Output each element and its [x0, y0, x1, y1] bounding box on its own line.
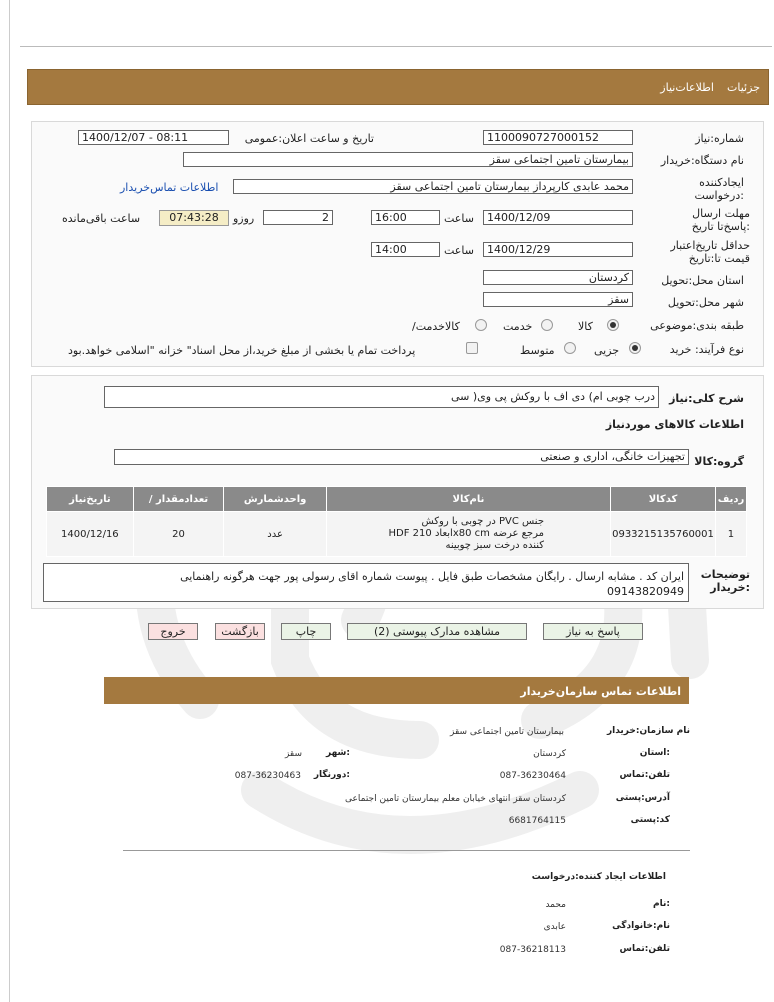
family-label: نام:خانوادگی	[612, 921, 670, 931]
announce-label: تاریخ و ساعت اعلان:عمومی	[244, 132, 374, 145]
buyer-field: بیمارستان تامین اجتماعی سقز	[183, 152, 633, 167]
deadline-time-field: 16:00	[371, 210, 440, 225]
fax-value: 087-36230463	[234, 771, 301, 781]
goods-info-title: اطلاعات کالاهای موردنیاز	[605, 418, 744, 431]
province-contact-label: استان:	[639, 748, 670, 758]
validity-time-label: ساعت	[444, 244, 474, 257]
col-name: نام‌کالا	[326, 487, 610, 512]
process-partial-label: جزیی	[594, 344, 620, 357]
city-contact-label: شهر:	[326, 748, 350, 758]
category-goods-label: کالا	[578, 320, 593, 333]
tab-need-info[interactable]: اطلاعات‌نیاز	[660, 81, 714, 94]
postal-label: کد:پستی	[630, 815, 670, 825]
goods-table	[46, 486, 747, 557]
city-field: سقز	[483, 292, 633, 307]
tab-details[interactable]: جزئیات	[727, 81, 760, 94]
remaining-label: ساعت باقی‌مانده	[62, 212, 141, 225]
col-unit: واحدشمارش	[224, 487, 327, 512]
address-label: آدرس:پستی	[615, 793, 670, 803]
phone-label: تلفن:تماس	[619, 770, 670, 780]
col-qty: / تعدادمقدار	[133, 487, 224, 512]
notes-line-2: 09143820949	[607, 585, 684, 598]
name-line-3: کننده درخت سبز چوبینه	[445, 540, 544, 551]
contact-title: اطلاعات تماس سازمان‌خریدار	[520, 685, 681, 698]
cell-name	[326, 512, 610, 557]
category-both-radio[interactable]	[475, 319, 487, 331]
category-goods-radio[interactable]	[607, 319, 619, 331]
phone-value: 087-36230464	[499, 771, 566, 781]
buyer-contact-link[interactable]: اطلاعات تماس‌خریدار	[120, 181, 219, 194]
org-label: نام سازمان:خریدار	[606, 726, 690, 736]
notes-label: توضیحات :خریدار	[700, 568, 750, 594]
summary-label: شرح کلی:نیاز	[669, 392, 744, 405]
category-service-label: خدمت	[503, 320, 533, 333]
deadline-label: مهلت ارسال :پاسخ‌تا تاریخ	[691, 207, 750, 233]
validity-time-field: 14:00	[371, 242, 440, 257]
name-line-2: HDF ابعاد 210x80 cm مرجع عرضه	[388, 528, 544, 539]
announce-field: 1400/12/07 - 08:11	[78, 130, 229, 145]
notes-box	[43, 563, 689, 602]
category-label: طبقه بندی:موضوعی	[650, 319, 744, 332]
days-label: روزو	[233, 212, 255, 225]
city-contact-value: سقز	[284, 749, 302, 759]
name-line-1: در چوبی با روکش PVC جنس	[421, 516, 544, 527]
left-border-line	[9, 0, 10, 1002]
name-value: محمد	[545, 900, 566, 910]
col-code: کدکالا	[611, 487, 716, 512]
name-label: نام:	[653, 899, 670, 909]
group-label: گروه:کالا	[694, 455, 744, 468]
process-label: نوع فرآیند: خرید	[669, 343, 744, 356]
creator-field: محمد عابدی کارپرداز بیمارستان تامین اجتماعی سقز	[233, 179, 633, 194]
deadline-time-label: ساعت	[444, 212, 474, 225]
validity-date-field: 1400/12/29	[483, 242, 633, 257]
need-number-label: شماره:نیاز	[695, 132, 744, 145]
province-label: استان محل:تحویل	[661, 274, 744, 287]
treasury-text: پرداخت تمام یا بخشی از مبلغ خرید،از محل اسناد" خزانه "اسلامی خواهد.بود	[68, 344, 416, 357]
org-value: بیمارستان تامین اجتماعی سقز	[450, 727, 564, 737]
cell-code: 0933215135760001	[611, 512, 716, 557]
print-button[interactable]: چاپ	[281, 623, 331, 640]
validity-label: حداقل تاریخ‌اعتبار قیمت تا:تاریخ	[670, 239, 750, 265]
buyer-label: نام دستگاه:خریدار	[660, 154, 744, 167]
category-both-label: /کالاخدمت	[412, 320, 460, 333]
process-partial-radio[interactable]	[629, 342, 641, 354]
process-medium-label: متوسط	[520, 344, 555, 357]
postal-value: 6681764115	[508, 816, 566, 826]
page-header	[27, 69, 769, 105]
creator-phone-value: 087-36218113	[499, 945, 566, 955]
table-row	[47, 512, 747, 557]
province-field: کردستان	[483, 270, 633, 285]
cell-unit: عدد	[224, 512, 327, 557]
creator-label: ایجادکننده درخواست:	[694, 176, 744, 202]
category-service-radio[interactable]	[541, 319, 553, 331]
col-row: ردیف	[715, 487, 746, 512]
summary-field: درب چوبی ام) دی اف با روکش پی وی( سی	[104, 386, 659, 408]
cell-qty: 20	[133, 512, 224, 557]
contact-divider	[123, 850, 690, 851]
cell-row: 1	[715, 512, 746, 557]
family-value: عابدی	[543, 922, 566, 932]
need-number-field: 1100090727000152	[483, 130, 633, 145]
contact-header	[104, 677, 689, 704]
remaining-time-badge: 07:43:28	[159, 210, 229, 226]
back-button[interactable]: بازگشت	[215, 623, 265, 640]
address-value: کردستان سقز انتهای خیابان معلم بیمارستان تامین اجتماعی	[345, 794, 566, 804]
days-field: 2	[263, 210, 333, 225]
deadline-date-field: 1400/12/09	[483, 210, 633, 225]
col-date: تاریخ‌نیاز	[47, 487, 134, 512]
treasury-checkbox[interactable]	[466, 342, 478, 354]
cell-date: 1400/12/16	[47, 512, 134, 557]
city-label: شهر محل:تحویل	[667, 296, 744, 309]
exit-button[interactable]: خروج	[148, 623, 198, 640]
notes-line-1: ایران کد . مشابه ارسال . رایگان مشخصات طبق فایل . پیوست شماره اقای رسولی پور جهت هرگونه راهنمایی	[180, 570, 684, 583]
view-documents-button[interactable]: مشاهده مدارک پیوستی (2)	[347, 623, 527, 640]
province-contact-value: کردستان	[533, 749, 566, 759]
top-divider	[20, 46, 772, 47]
process-medium-radio[interactable]	[564, 342, 576, 354]
creator-section-title: اطلاعات ایجاد کننده:درخواست	[531, 872, 666, 882]
reply-button[interactable]: پاسخ به نیاز	[543, 623, 643, 640]
creator-phone-label: تلفن:تماس	[619, 944, 670, 954]
fax-label: دورنگار:	[313, 770, 350, 780]
group-field: تجهیزات خانگی، اداری و صنعتی	[114, 449, 689, 465]
